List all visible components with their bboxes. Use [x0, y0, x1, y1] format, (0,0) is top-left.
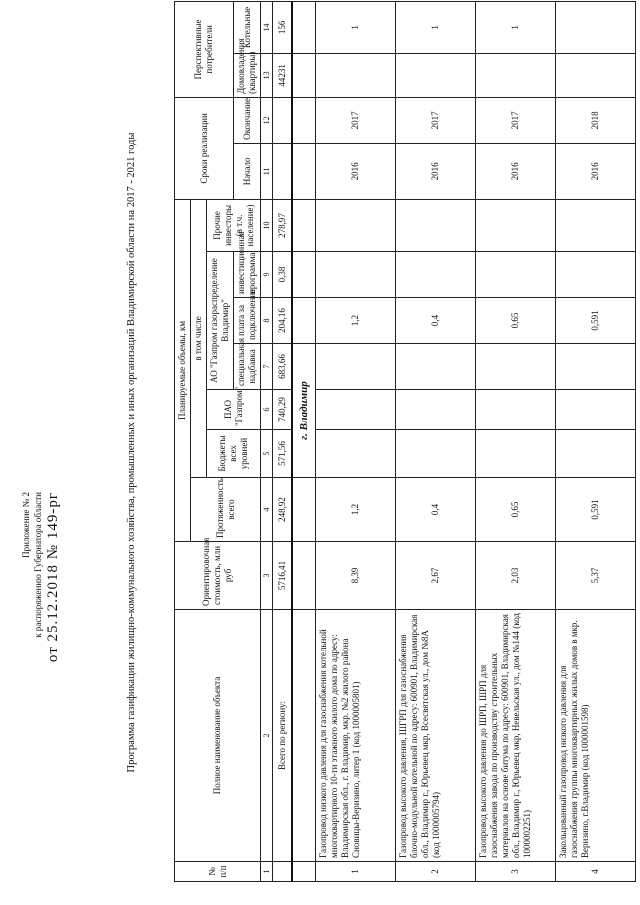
- table-row: [316, 1, 396, 881]
- column-number: 2: [261, 610, 273, 862]
- row-no: 3: [476, 862, 556, 882]
- row-other-investors: [396, 199, 476, 251]
- row-cost: 2,67: [396, 542, 476, 610]
- row-budgets: [316, 430, 396, 478]
- appendix-basis: к распоряжению Губернатора области: [33, 492, 43, 638]
- row-start: 2016: [316, 143, 396, 199]
- row-object-name: Газопровод высокого давления, ШГРП для газоснабжения блочно-модульной котельной по адресу: 600901, Владимирская обл., Владимир г., Юрьевец мкр, Всесвятская ул., дом №8А (код 1000005794): [396, 610, 476, 862]
- row-cost: 2,03: [476, 542, 556, 610]
- row-boilers: 1: [316, 1, 396, 53]
- row-no: 1: [316, 862, 396, 882]
- column-number: 12: [261, 97, 273, 143]
- row-no: 2: [396, 862, 476, 882]
- row-special-markup: [556, 344, 636, 390]
- row-cost: 8,39: [316, 542, 396, 610]
- program-table: [174, 1, 636, 882]
- header-end: Окончание: [234, 97, 261, 143]
- column-number: 4: [261, 478, 273, 542]
- table-row: [476, 1, 556, 881]
- header-boilers: Котельные: [234, 1, 261, 53]
- row-other-investors: [476, 199, 556, 251]
- row-boilers: 1: [396, 1, 476, 53]
- column-number: 6: [261, 390, 273, 430]
- row-gazprom: [396, 390, 476, 430]
- row-special-markup: [396, 344, 476, 390]
- row-gazprom: [476, 390, 556, 430]
- header-no: № п/п: [175, 862, 261, 882]
- row-special-markup: [476, 344, 556, 390]
- total-other-investors: 278,97: [273, 199, 293, 251]
- total-boilers: 156: [273, 1, 293, 53]
- header-connection-fee: плата за подключение: [234, 298, 261, 344]
- row-boilers: 1: [476, 1, 556, 53]
- row-end: 2018: [556, 97, 636, 143]
- header-households: Домовладения (квартиры): [234, 53, 261, 97]
- row-households: [556, 53, 636, 97]
- row-gazprom: [316, 390, 396, 430]
- header-length-total: Протяженность всего: [191, 478, 261, 542]
- city-section-row: [292, 1, 316, 881]
- column-number: 9: [261, 252, 273, 298]
- row-connection-fee: 0,65: [476, 298, 556, 344]
- header-including: в том числе: [191, 199, 207, 477]
- row-budgets: [396, 430, 476, 478]
- row-end: 2017: [316, 97, 396, 143]
- column-number: 7: [261, 344, 273, 390]
- column-number: 8: [261, 298, 273, 344]
- document-title: Программа газификации жилищно-коммунального хозяйства, промышленных и иных организаций Владимирской области на 2017 - 2021 годы: [126, 132, 137, 773]
- row-households: [396, 53, 476, 97]
- total-budgets: 571,56: [273, 430, 293, 478]
- header-special-markup: специальная надбавка: [234, 344, 261, 390]
- row-length: 0,4: [396, 478, 476, 542]
- row-length: 0,65: [476, 478, 556, 542]
- header-investment-program: инвестиционная программа: [234, 252, 261, 298]
- total-special-markup: 683,66: [273, 344, 293, 390]
- table-row: [556, 1, 636, 881]
- row-gazprom: [556, 390, 636, 430]
- row-object-name: Газопровод высокого давления до ШРП, ШРП для газоснабжения завода по производству строительных материалов на основе битума по адресу: 600901, Владимирская обл., Владимир г., Юрьевец мкр, Невельская ул., дом №144 (код 1000002251): [476, 610, 556, 862]
- row-end: 2017: [476, 97, 556, 143]
- row-investment-program: [316, 252, 396, 298]
- column-numbers-row: [261, 1, 273, 881]
- total-investment-program: 0,38: [273, 252, 293, 298]
- row-investment-program: [396, 252, 476, 298]
- header-other-investors: Прочие инвесторы (в т.ч. население): [207, 199, 261, 251]
- total-start: [273, 143, 293, 199]
- total-row: [273, 1, 293, 881]
- row-no: 4: [556, 862, 636, 882]
- header-budgets: Бюджеты всех уровней: [207, 430, 261, 478]
- header-consumers: Перспективные потребители: [175, 1, 234, 97]
- row-cost: 5,37: [556, 542, 636, 610]
- header-cost: Ориентировочная стоимость, млн руб: [175, 542, 261, 610]
- total-cost: 5716,41: [273, 542, 293, 610]
- header-period: Сроки реализации: [175, 97, 234, 199]
- header-planned-volume: Планируемые объемы, км: [175, 199, 191, 541]
- city-name: г. Владимир: [292, 344, 316, 478]
- header-gazprom: ПАО "Газпром": [207, 390, 261, 430]
- row-start: 2016: [476, 143, 556, 199]
- row-other-investors: [316, 199, 396, 251]
- row-other-investors: [556, 199, 636, 251]
- column-number: 1: [261, 862, 273, 882]
- row-length: 0,591: [556, 478, 636, 542]
- row-start: 2016: [396, 143, 476, 199]
- total-households: 44231: [273, 53, 293, 97]
- total-gazprom: 740,29: [273, 390, 293, 430]
- row-special-markup: [316, 344, 396, 390]
- row-households: [476, 53, 556, 97]
- row-object-name: Закольцованный газопровод низкого давления для газоснабжения группы многоквартирных жилых домов в мкр. Веризино, г.Владимир (код 1000001598): [556, 610, 636, 862]
- appendix-block: [20, 492, 62, 662]
- column-number: 5: [261, 430, 273, 478]
- row-connection-fee: 0,591: [556, 298, 636, 344]
- total-length: 248,92: [273, 478, 293, 542]
- order-number: от 25.12.2018 № 149-рг: [45, 492, 61, 663]
- row-length: 1,2: [316, 478, 396, 542]
- table-row: [396, 1, 476, 881]
- row-connection-fee: 0,4: [396, 298, 476, 344]
- header-start: Начало: [234, 143, 261, 199]
- row-households: [316, 53, 396, 97]
- header-gazprom-gas: АО "Газпром газораспределение Владимир": [207, 252, 234, 390]
- row-budgets: [476, 430, 556, 478]
- column-number: 14: [261, 1, 273, 53]
- total-end: [273, 97, 293, 143]
- row-investment-program: [556, 252, 636, 298]
- total-label: Всего по региону:: [273, 610, 293, 862]
- column-number: 3: [261, 542, 273, 610]
- row-start: 2016: [556, 143, 636, 199]
- total-no: [273, 862, 293, 882]
- column-number: 11: [261, 143, 273, 199]
- header-object-name: Полное наименование объекта: [175, 610, 261, 862]
- column-number: 13: [261, 53, 273, 97]
- appendix-label: Приложение № 2: [21, 492, 31, 558]
- column-number: 10: [261, 199, 273, 251]
- total-connection-fee: 204,16: [273, 298, 293, 344]
- row-budgets: [556, 430, 636, 478]
- row-object-name: Газопровод низкого давления для газоснабжения котельной многоквартирного 10-ти этажного жилого дома по адресу: Владимирская обл., г. Владимир, мкр. №2 жилого района Сновицы-Веризино, литер 1 (код 1000005801): [316, 610, 396, 862]
- row-investment-program: [476, 252, 556, 298]
- row-connection-fee: 1,2: [316, 298, 396, 344]
- row-end: 2017: [396, 97, 476, 143]
- row-boilers: [556, 1, 636, 53]
